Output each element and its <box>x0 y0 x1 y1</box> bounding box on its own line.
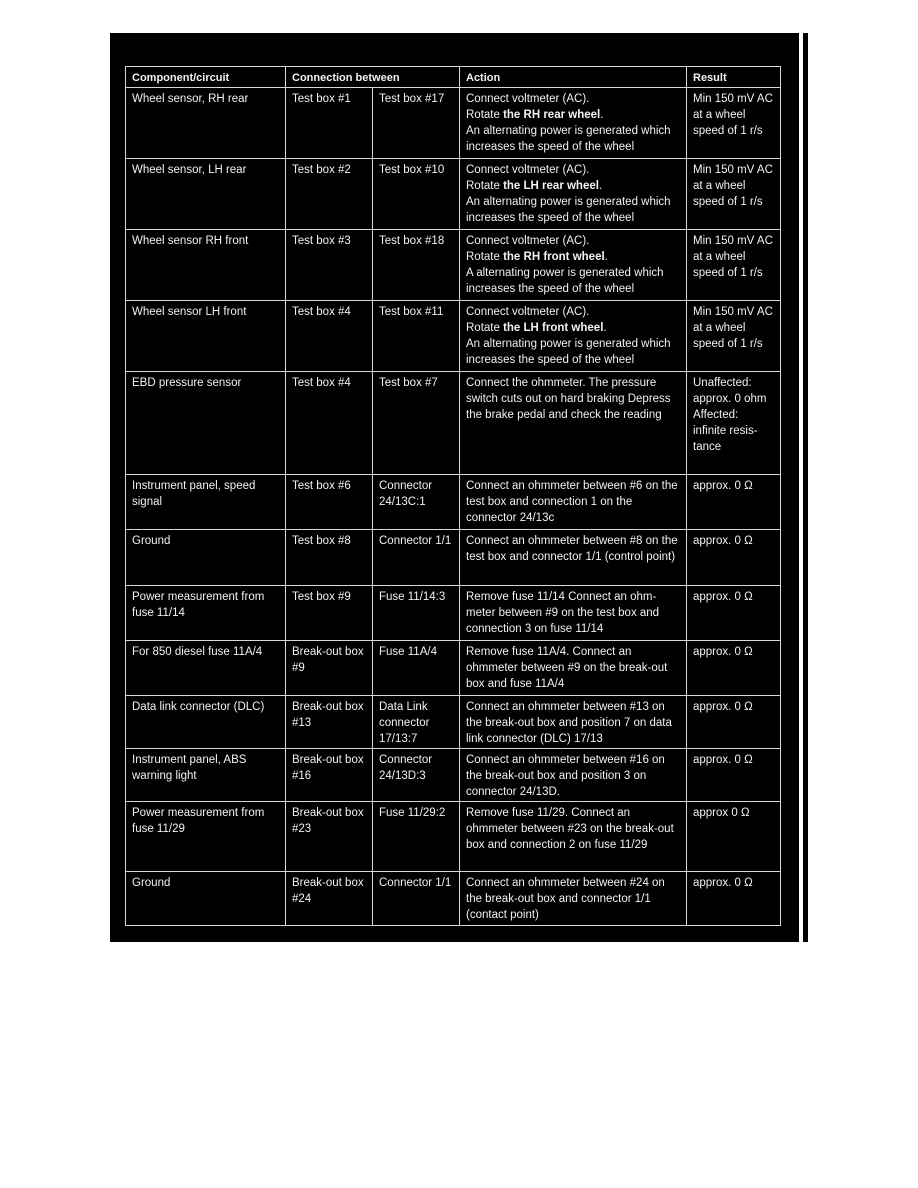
action-line: Connect voltmeter (AC). <box>466 93 590 105</box>
connection-to-cell: Data Link connector 17/13:7 <box>373 696 460 749</box>
result-cell: approx. 0 Ω <box>687 530 781 586</box>
component-cell: Instrument panel, ABS warning light <box>126 749 286 802</box>
page-edge-bar <box>803 33 808 942</box>
connection-to-cell: Fuse 11/29:2 <box>373 802 460 872</box>
table-row <box>126 696 781 749</box>
connection-from-cell: Test box #4 <box>286 301 373 372</box>
action-cell <box>460 88 687 159</box>
result-cell: approx 0 Ω <box>687 802 781 872</box>
table-row <box>126 88 781 159</box>
connection-from-cell: Test box #8 <box>286 530 373 586</box>
table-row <box>126 586 781 641</box>
connection-to-cell: Test box #17 <box>373 88 460 159</box>
action-cell: Connect an ohmmeter between #6 on the test box and connection 1 on the connector 24/13c <box>460 475 687 530</box>
connection-from-cell: Break-out box #24 <box>286 872 373 926</box>
component-cell: Data link connector (DLC) <box>126 696 286 749</box>
action-cell: Remove fuse 11A/4. Connect an ohmmeter between #9 on the break-out box and fuse 11A/4 <box>460 641 687 696</box>
connection-to-cell: Fuse 11/14:3 <box>373 586 460 641</box>
connection-to-cell: Connector 1/1 <box>373 530 460 586</box>
action-cell: Connect an ohmmeter between #8 on the test box and connector 1/1 (control point) <box>460 530 687 586</box>
action-line: Connect voltmeter (AC). <box>466 235 590 247</box>
action-emphasis: the LH rear wheel <box>503 180 599 192</box>
connection-from-cell: Test box #3 <box>286 230 373 301</box>
table-row <box>126 159 781 230</box>
result-cell: approx. 0 Ω <box>687 586 781 641</box>
result-cell: approx. 0 Ω <box>687 872 781 926</box>
component-cell: Ground <box>126 530 286 586</box>
table-row <box>126 802 781 872</box>
header-component: Component/circuit <box>126 67 286 88</box>
connection-from-cell: Break-out box #9 <box>286 641 373 696</box>
header-result: Result <box>687 67 781 88</box>
result-cell: Min 150 mV AC at a wheel speed of 1 r/s <box>687 301 781 372</box>
connection-to-cell: Test box #7 <box>373 372 460 475</box>
result-cell: approx. 0 Ω <box>687 696 781 749</box>
table-row <box>126 749 781 802</box>
result-cell: Min 150 mV AC at a wheel speed of 1 r/s <box>687 159 781 230</box>
table-row <box>126 230 781 301</box>
component-cell: Wheel sensor, RH rear <box>126 88 286 159</box>
action-line: Rotate the LH rear wheel. <box>466 180 603 192</box>
header-action: Action <box>460 67 687 88</box>
result-cell: Unaffected: approx. 0 ohm Affected: infinite resis-tance <box>687 372 781 475</box>
action-cell <box>460 230 687 301</box>
action-cell: Connect the ohmmeter. The pressure switch cuts out on hard braking Depress the brake pedal and check the reading <box>460 372 687 475</box>
connection-from-cell: Break-out box #13 <box>286 696 373 749</box>
action-emphasis: the RH rear wheel <box>503 109 601 121</box>
result-cell: approx. 0 Ω <box>687 749 781 802</box>
connection-from-cell: Break-out box #16 <box>286 749 373 802</box>
action-line: Connect voltmeter (AC). <box>466 164 590 176</box>
action-cell: Connect an ohmmeter between #13 on the break-out box and position 7 on data link connector (DLC) 17/13 <box>460 696 687 749</box>
connection-to-cell: Fuse 11A/4 <box>373 641 460 696</box>
component-cell: EBD pressure sensor <box>126 372 286 475</box>
result-cell: approx. 0 Ω <box>687 641 781 696</box>
connection-to-cell: Test box #10 <box>373 159 460 230</box>
connection-to-cell: Test box #18 <box>373 230 460 301</box>
action-line: Rotate the RH front wheel. <box>466 251 608 263</box>
connection-to-cell: Test box #11 <box>373 301 460 372</box>
table-row <box>126 641 781 696</box>
connection-to-cell: Connector 1/1 <box>373 872 460 926</box>
result-cell: Min 150 mV AC at a wheel speed of 1 r/s <box>687 230 781 301</box>
connection-from-cell: Test box #1 <box>286 88 373 159</box>
action-cell: Remove fuse 11/29. Connect an ohmmeter between #23 on the break-out box and connection 2 on fuse 11/29 <box>460 802 687 872</box>
component-cell: Power measurement from fuse 11/14 <box>126 586 286 641</box>
table-header-row <box>126 67 781 88</box>
action-emphasis: the LH front wheel <box>503 322 604 334</box>
action-cell <box>460 159 687 230</box>
table-row <box>126 872 781 926</box>
connection-to-cell: Connector 24/13D:3 <box>373 749 460 802</box>
connection-from-cell: Break-out box #23 <box>286 802 373 872</box>
action-cell <box>460 301 687 372</box>
action-line: An alternating power is generated which increases the speed of the wheel <box>466 125 671 153</box>
table-row <box>126 475 781 530</box>
table-row <box>126 301 781 372</box>
action-cell: Connect an ohmmeter between #24 on the break-out box and connector 1/1 (contact point) <box>460 872 687 926</box>
action-line: An alternating power is generated which increases the speed of the wheel <box>466 196 671 224</box>
component-cell: Wheel sensor, LH rear <box>126 159 286 230</box>
result-cell: Min 150 mV AC at a wheel speed of 1 r/s <box>687 88 781 159</box>
document-page <box>110 33 799 942</box>
table-row <box>126 530 781 586</box>
connection-from-cell: Test box #6 <box>286 475 373 530</box>
action-cell: Remove fuse 11/14 Connect an ohm-meter between #9 on the test box and connection 3 on fuse 11/14 <box>460 586 687 641</box>
component-cell: Power measurement from fuse 11/29 <box>126 802 286 872</box>
connection-from-cell: Test box #4 <box>286 372 373 475</box>
header-connection: Connection between <box>286 67 460 88</box>
action-cell: Connect an ohmmeter between #16 on the break-out box and position 3 on connector 24/13D. <box>460 749 687 802</box>
table-row <box>126 372 781 475</box>
action-line: Rotate the RH rear wheel. <box>466 109 604 121</box>
action-line: A alternating power is generated which increases the speed of the wheel <box>466 267 664 295</box>
action-line: Connect voltmeter (AC). <box>466 306 590 318</box>
action-emphasis: the RH front wheel <box>503 251 605 263</box>
component-cell: Wheel sensor RH front <box>126 230 286 301</box>
component-cell: Instrument panel, speed signal <box>126 475 286 530</box>
test-table <box>125 66 781 926</box>
component-cell: Ground <box>126 872 286 926</box>
connection-to-cell: Connector 24/13C:1 <box>373 475 460 530</box>
result-cell: approx. 0 Ω <box>687 475 781 530</box>
component-cell: For 850 diesel fuse 11A/4 <box>126 641 286 696</box>
connection-from-cell: Test box #2 <box>286 159 373 230</box>
action-line: An alternating power is generated which increases the speed of the wheel <box>466 338 671 366</box>
connection-from-cell: Test box #9 <box>286 586 373 641</box>
component-cell: Wheel sensor LH front <box>126 301 286 372</box>
action-line: Rotate the LH front wheel. <box>466 322 607 334</box>
